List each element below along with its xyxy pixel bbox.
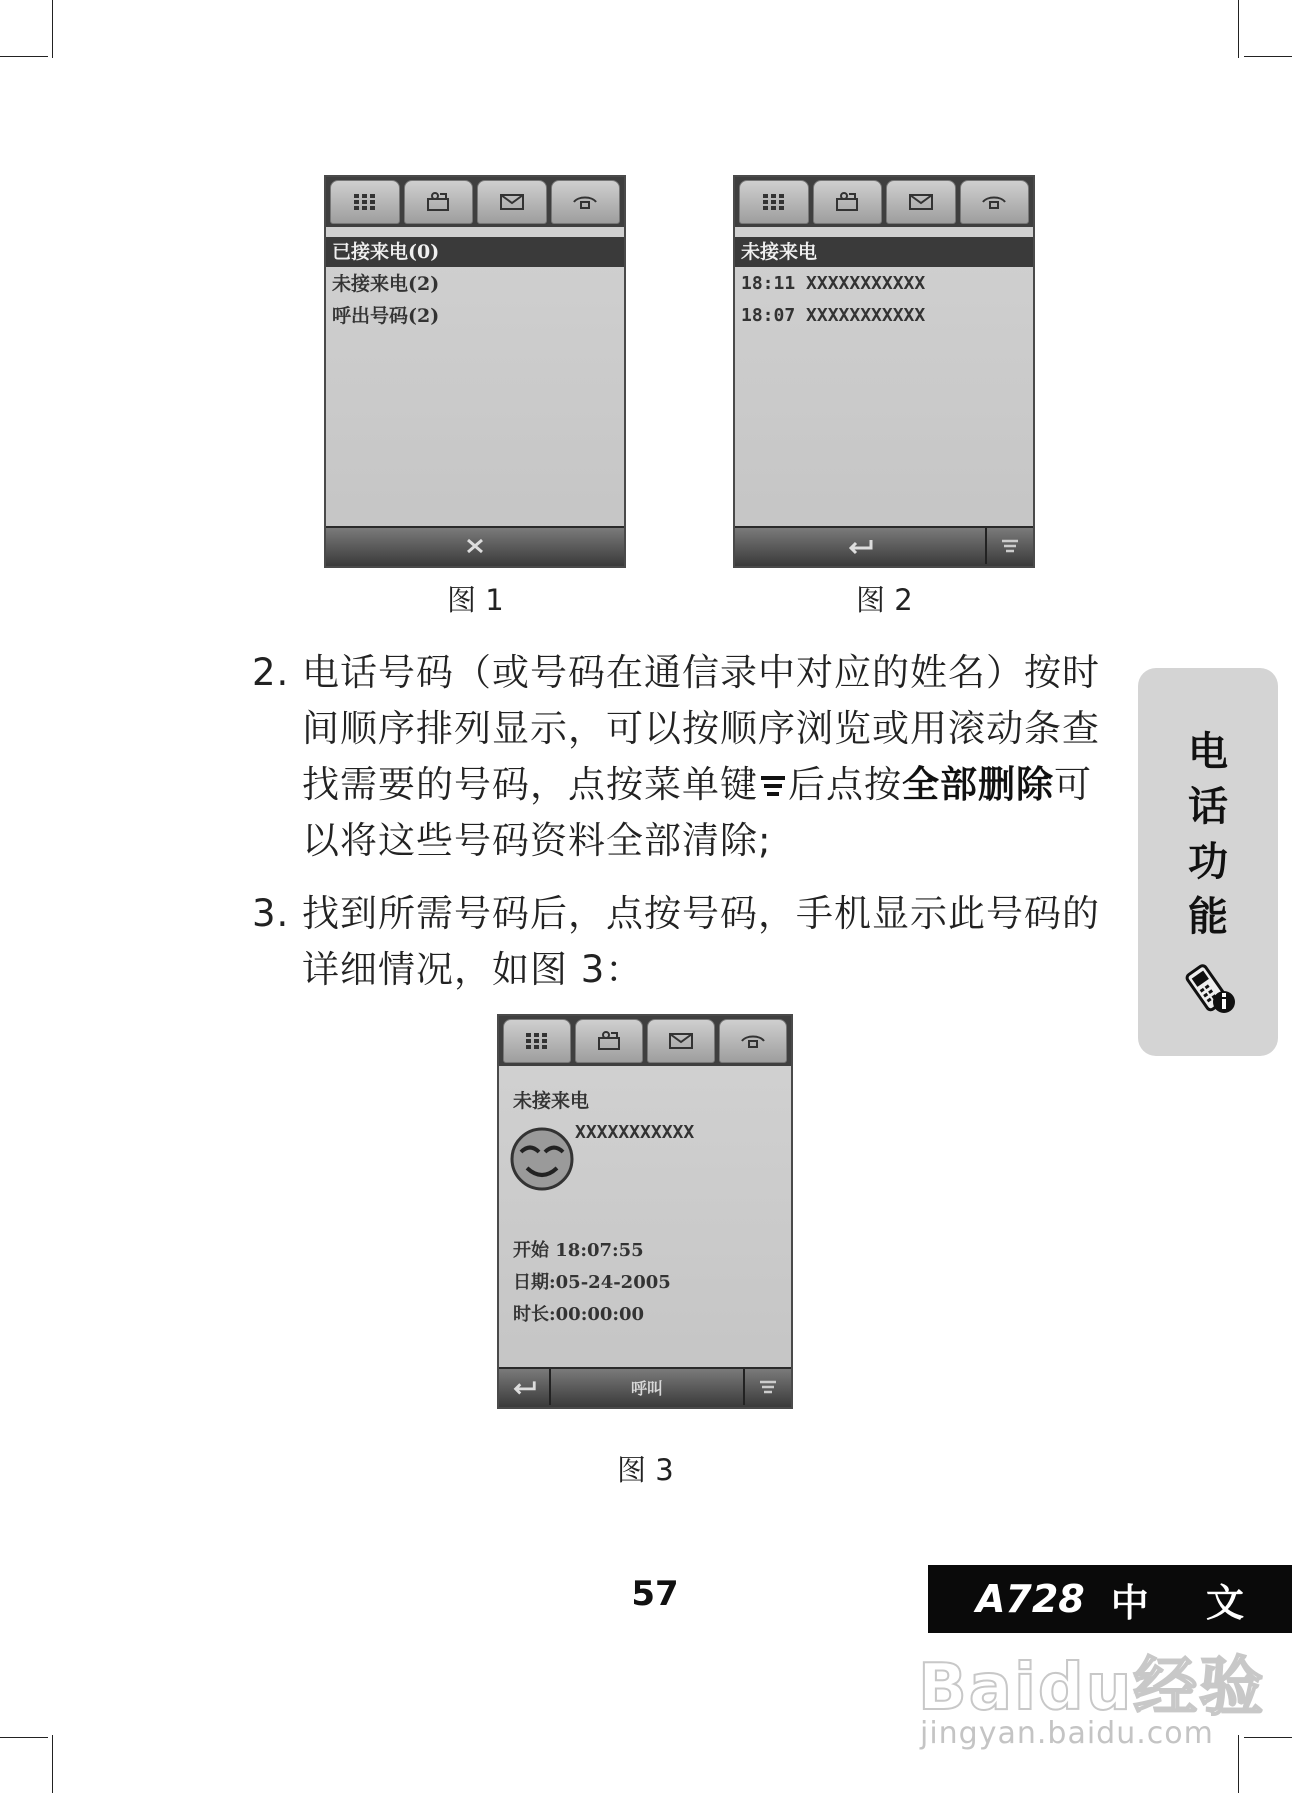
watermark-url: jingyan.baidu.com xyxy=(920,1716,1214,1751)
contacts-icon xyxy=(404,180,474,224)
phone-screenshot-fig3 xyxy=(497,1014,793,1409)
menu-icon xyxy=(743,1369,791,1405)
keypad-icon xyxy=(503,1019,571,1063)
step-2 xyxy=(252,645,1122,869)
smiley-avatar-icon xyxy=(509,1126,575,1192)
phone-screenshot-fig1 xyxy=(324,175,626,568)
message-icon xyxy=(886,180,956,224)
figure-caption: 图 2 xyxy=(856,583,913,617)
crop-mark xyxy=(0,56,48,57)
list-item: 18:07 XXXXXXXXXXX xyxy=(741,305,926,326)
message-icon xyxy=(477,180,547,224)
contacts-icon xyxy=(575,1019,643,1063)
list-item: 已接来电(0) xyxy=(326,237,624,267)
model-banner xyxy=(928,1565,1292,1633)
step-text: 后点按 xyxy=(788,763,902,806)
detail-start: 开始 18:07:55 xyxy=(513,1240,644,1261)
chapter-char: 能 xyxy=(1188,893,1228,940)
chapter-char: 电 xyxy=(1188,728,1228,775)
phone-icon xyxy=(719,1019,787,1063)
detail-date: 日期:05-24-2005 xyxy=(513,1272,671,1293)
phone-screenshot-fig2 xyxy=(733,175,1035,568)
phone-softkey-bar xyxy=(326,526,624,566)
phone-tab-bar xyxy=(735,177,1033,227)
back-icon xyxy=(499,1369,551,1405)
close-icon xyxy=(326,528,624,564)
chapter-char: 话 xyxy=(1188,783,1228,830)
crop-mark xyxy=(52,0,53,58)
menu-icon xyxy=(985,528,1033,564)
crop-mark xyxy=(1244,1737,1292,1738)
chapter-title xyxy=(1138,724,1278,944)
menu-key-icon xyxy=(758,771,788,801)
list-item: 呼出号码(2) xyxy=(332,305,440,327)
step-text: 找到所需号码后，点按号码，手机显示此号码的详细情况，如图 3： xyxy=(302,892,1100,991)
contacts-icon xyxy=(813,180,883,224)
crop-mark xyxy=(1244,56,1292,57)
chapter-side-tab xyxy=(1138,668,1278,1056)
phone-tab-bar xyxy=(326,177,624,227)
detail-number: XXXXXXXXXXX xyxy=(575,1122,695,1143)
page-number: 57 xyxy=(631,1574,679,1614)
step-number: 2. xyxy=(252,651,290,694)
list-item: 18:11 XXXXXXXXXXX xyxy=(741,273,926,294)
keypad-icon xyxy=(739,180,809,224)
step-text: 电话号码（或号码在通信录中对应的姓名）按时间顺序排列显示，可以按顺序浏览或用滚动条查找需要的号码，点按菜单键 xyxy=(302,651,1100,806)
model-name: A728 xyxy=(976,1577,1085,1621)
detail-title: 未接来电 xyxy=(513,1090,590,1112)
keypad-icon xyxy=(330,180,400,224)
detail-duration: 时长:00:00:00 xyxy=(513,1304,645,1325)
crop-mark xyxy=(1238,1735,1239,1793)
figure-caption: 图 1 xyxy=(447,583,504,617)
phone-softkey-bar xyxy=(735,526,1033,566)
delete-all-label: 全部删除 xyxy=(902,763,1054,806)
crop-mark xyxy=(0,1737,48,1738)
step-3 xyxy=(252,886,1122,998)
phone-icon xyxy=(960,180,1030,224)
call-softkey: 呼叫 xyxy=(630,1378,663,1398)
phone-softkey-bar xyxy=(499,1367,791,1407)
message-icon xyxy=(647,1019,715,1063)
list-item: 未接来电(2) xyxy=(332,273,440,295)
step-text: 可以将这些号码资料全部清除; xyxy=(302,763,1092,862)
crop-mark xyxy=(1238,0,1239,58)
phone-icon xyxy=(551,180,621,224)
back-icon xyxy=(735,528,985,564)
crop-mark xyxy=(52,1735,53,1793)
list-header: 未接来电 xyxy=(735,237,1033,267)
figure-caption: 图 3 xyxy=(617,1453,674,1487)
step-number: 3. xyxy=(252,892,290,935)
chapter-char: 功 xyxy=(1188,838,1228,885)
language-label: 中 文 xyxy=(1110,1580,1266,1625)
phone-info-icon xyxy=(1180,958,1240,1018)
phone-tab-bar xyxy=(499,1016,791,1066)
watermark-logo: Baidu经验 xyxy=(918,1651,1266,1725)
